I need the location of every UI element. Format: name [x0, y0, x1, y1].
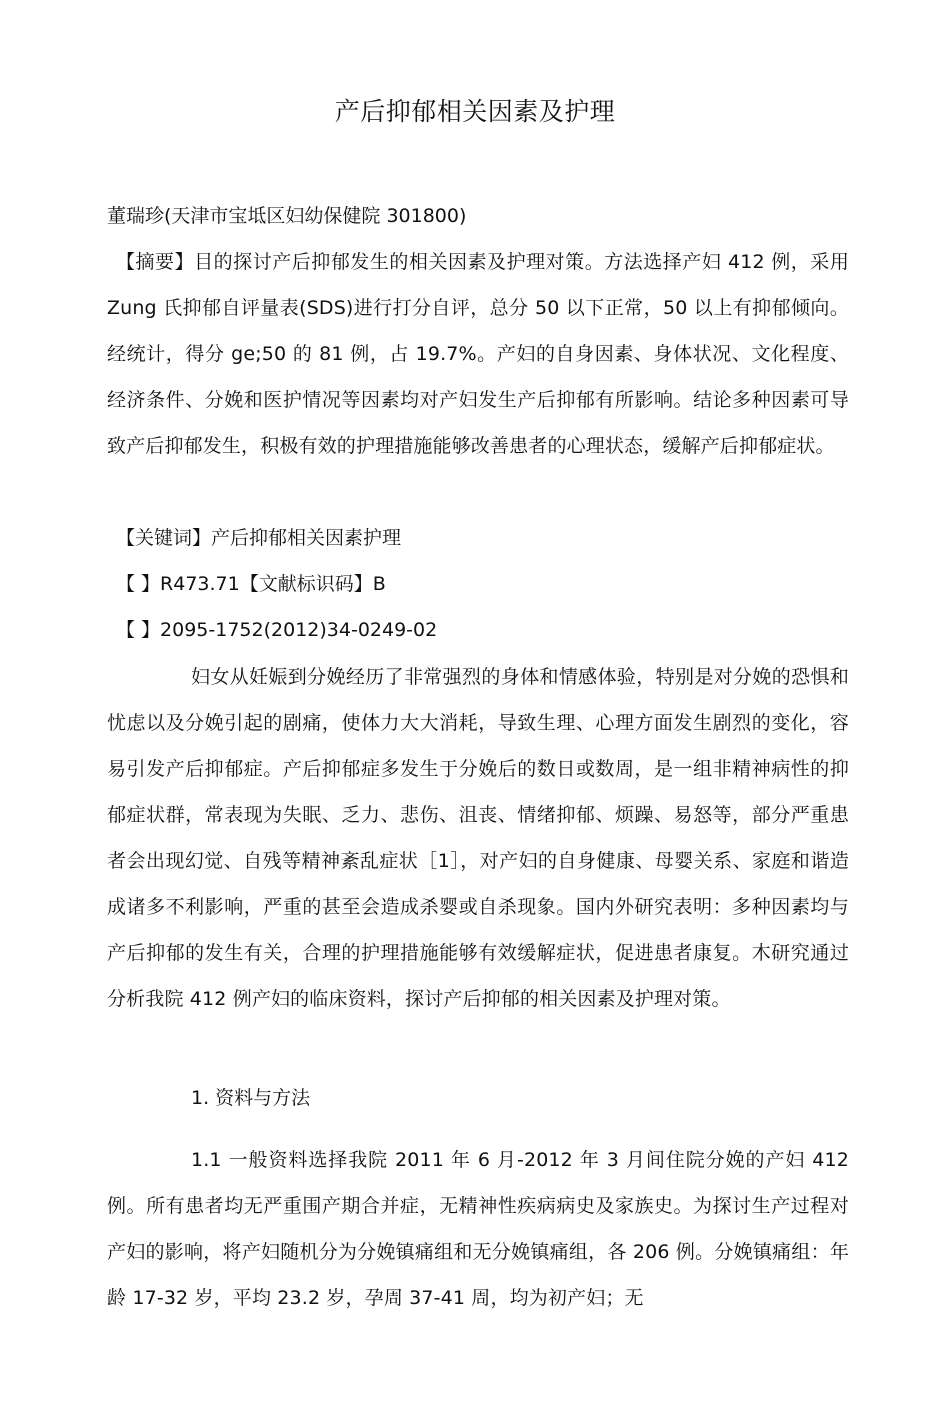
author-affiliation: 董瑞珍(天津市宝坻区妇幼保健院 301800)	[107, 205, 467, 227]
section-1-1-paragraph: 1.1 一般资料选择我院 2011 年 6 月-2012 年 3 月间住院分娩的产妇 412 例。所有患者均无严重围产期合并症，无精神性疾病病史及家族史。为探讨生产过程对产妇的影响，将产妇随机分为分娩镇痛组和无分娩镇痛组，各 206 例。分娩镇痛组：年龄 17-32 岁，平均 23.2 岁，孕周 37-41 周，均为初产妇；无	[107, 1149, 849, 1309]
intro-paragraph: 妇女从妊娠到分娩经历了非常强烈的身体和情感体验，特别是对分娩的恐惧和忧虑以及分娩引起的剧痛，使体力大大消耗，导致生理、心理方面发生剧烈的变化，容易引发产后抑郁症。产后抑郁症多发生于分娩后的数日或数周，是一组非精神病性的抑郁症状群，常表现为失眠、乏力、悲伤、沮丧、情绪抑郁、烦躁、易怒等，部分严重患者会出现幻觉、自残等精神紊乱症状［1］，对产妇的自身健康、母婴关系、家庭和谐造成诸多不利影响，严重的甚至会造成杀婴或自杀现象。国内外研究表明：多种因素均与产后抑郁的发生有关，合理的护理措施能够有效缓解症状，促进患者康复。木研究通过分析我院 412 例产妇的临床资料，探讨产后抑郁的相关因素及护理对策。	[107, 666, 849, 1010]
section-heading: 1. 资料与方法	[191, 1087, 311, 1109]
keywords-line: 【关键词】产后抑郁相关因素护理	[116, 527, 402, 549]
classification-line: 【 】R473.71【文献标识码】B	[116, 573, 386, 595]
abstract-paragraph: 【摘要】目的探讨产后抑郁发生的相关因素及护理对策。方法选择产妇 412 例，采用 Zung 氏抑郁自评量表(SDS)进行打分自评，总分 50 以下正常，50 以上有抑郁倾向。经统计，得分 ge;50 的 81 例，占 19.7%。产妇的自身因素、身体状况、文化程度、经济条件、分娩和医护情况等因素均对产妇发生产后抑郁有所影响。结论多种因素可导致产后抑郁发生，积极有效的护理措施能够改善患者的心理状态，缓解产后抑郁症状。	[107, 251, 849, 457]
article-id-line: 【 】2095-1752(2012)34-0249-02	[116, 619, 438, 641]
document-title: 产后抑郁相关因素及护理	[334, 97, 616, 126]
